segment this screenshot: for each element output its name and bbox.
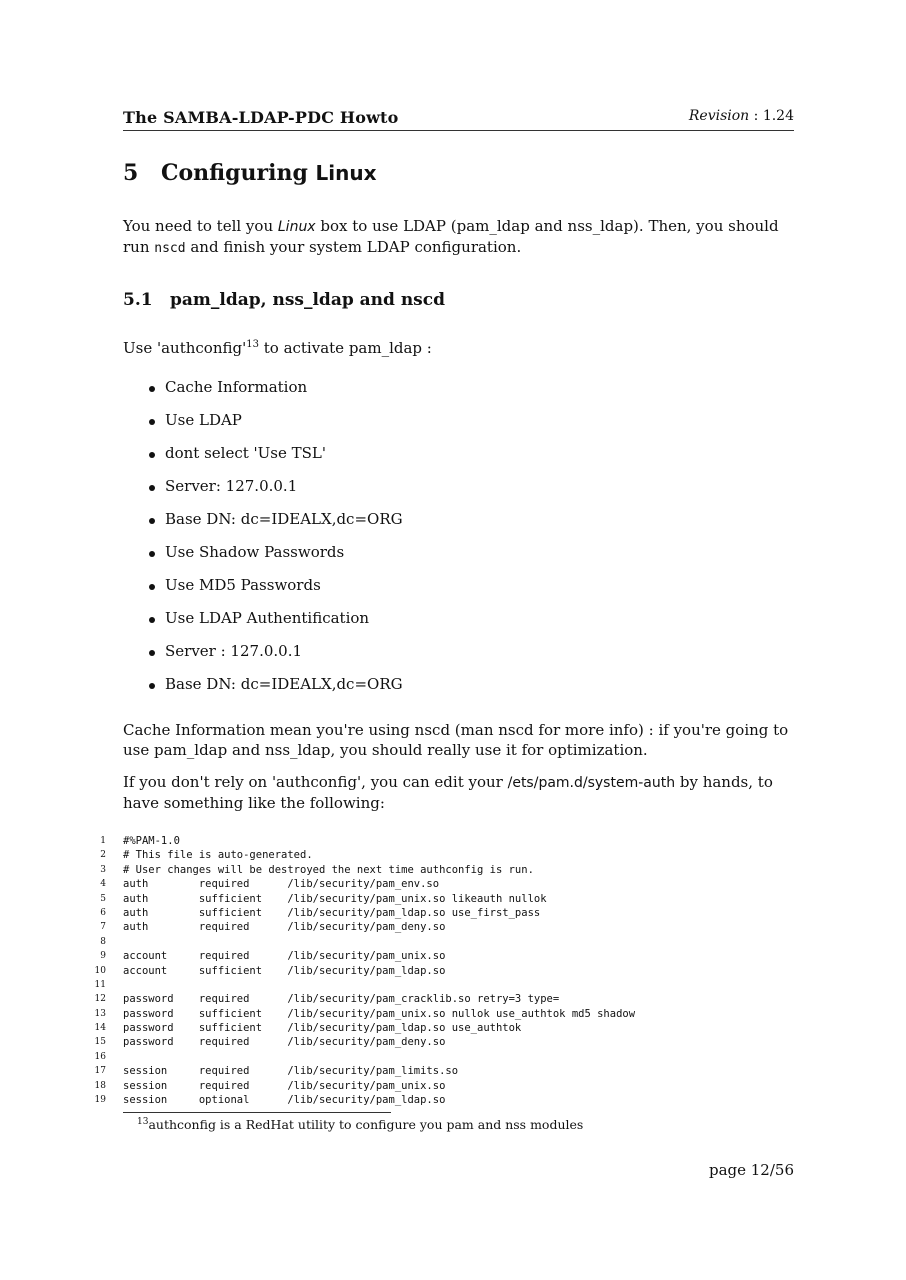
line-number: 14: [94, 1023, 106, 1034]
list-item: [147, 509, 403, 542]
bullet-icon: [149, 452, 155, 458]
line-number: 18: [94, 1080, 106, 1091]
code-text: #%PAM-1.0: [123, 835, 180, 847]
list-item-text: Server : 127.0.0.1: [165, 642, 302, 660]
revision-value: : 1.24: [753, 108, 794, 124]
revision-label: Revision: [688, 108, 750, 124]
text-run: to activate pam_ldap :: [258, 339, 432, 357]
code-text: session required /lib/security/pam_unix.so: [123, 1079, 446, 1092]
intro-paragraph: [123, 216, 794, 259]
bullet-icon: [149, 485, 155, 491]
line-number: 9: [100, 951, 106, 962]
running-header-title: The SAMBA-LDAP-PDC Howto: [123, 108, 399, 127]
code-text: auth required /lib/security/pam_env.so: [123, 878, 440, 891]
list-item: [147, 476, 403, 509]
line-number: 2: [100, 850, 106, 861]
section-title-linux: Linux: [315, 161, 377, 185]
list-item-text: Cache Information: [165, 378, 308, 396]
running-header-revision: [689, 108, 794, 124]
line-number: 8: [100, 936, 106, 947]
code-text: password sufficient /lib/security/pam_ldap.so use_authtok: [123, 1022, 522, 1035]
list-item: [147, 608, 403, 641]
line-number: 13: [94, 1008, 106, 1019]
text-run: and finish your system LDAP configuration.: [185, 238, 522, 256]
line-number: 3: [100, 864, 106, 875]
code-text: auth sufficient /lib/security/pam_ldap.so use_first_pass: [123, 906, 541, 919]
linux-term: Linux: [277, 219, 316, 235]
bullet-icon: [149, 518, 155, 524]
list-item-text: Base DN: dc=IDEALX,dc=ORG: [165, 675, 403, 693]
list-item-text: Use MD5 Passwords: [165, 576, 321, 594]
line-number: 7: [100, 922, 106, 933]
footnote-number: 13: [137, 1117, 149, 1127]
list-item-text: dont select 'Use TSL': [165, 444, 327, 462]
code-text: account sufficient /lib/security/pam_ldap.so: [123, 964, 446, 977]
line-number: 15: [94, 1037, 106, 1048]
bullet-icon: [149, 419, 155, 425]
subsection-heading-5-1: [123, 290, 445, 310]
text-run: box to use LDAP (pam_ldap and nss_ldap). Then, you should run: [123, 217, 779, 256]
section-heading-5: [123, 160, 377, 186]
code-text: # This file is auto-generated.: [123, 849, 313, 862]
list-item: [147, 641, 403, 674]
list-item: [147, 542, 403, 575]
nscd-paragraph: Cache Information mean you're using nscd (man nscd for more info) : if you're going to use pam_ldap and nss_ldap, you should really use it for optimization.: [123, 721, 789, 759]
code-text: password required /lib/security/pam_cracklib.so retry=3 type=: [123, 993, 560, 1006]
footnote: [137, 1117, 583, 1132]
text-run: If you don't rely on 'authconfig', you can edit your: [123, 773, 508, 791]
authconfig-options-list: [147, 377, 403, 707]
line-number: 12: [94, 994, 106, 1005]
text-run: by hands, to have something like the following:: [123, 773, 773, 812]
list-item: [147, 377, 403, 410]
line-number: 16: [94, 1051, 106, 1062]
line-number: 5: [100, 893, 106, 904]
list-item-text: Server: 127.0.0.1: [165, 477, 298, 495]
footnote-marker: 13: [246, 339, 259, 350]
bullet-icon: [149, 683, 155, 689]
subsection-title: pam_ldap, nss_ldap and nscd: [170, 290, 445, 310]
file-path: /ets/pam.d/system-auth: [507, 775, 676, 791]
subsection-number: 5.1: [123, 290, 153, 310]
footnote-text: authconfig is a RedHat utility to configure you pam and nss modules: [148, 1117, 584, 1133]
code-text: session required /lib/security/pam_limits.so: [123, 1065, 459, 1078]
section-number: 5: [123, 160, 139, 186]
code-text: account required /lib/security/pam_unix.so: [123, 950, 446, 963]
code-text: auth sufficient /lib/security/pam_unix.so likeauth nullok: [123, 892, 547, 905]
code-text: password sufficient /lib/security/pam_unix.so nullok use_authtok md5 shadow: [123, 1007, 636, 1020]
nscd-command: nscd: [154, 241, 186, 256]
system-auth-paragraph: [123, 772, 794, 813]
bullet-icon: [149, 584, 155, 590]
code-text: password required /lib/security/pam_deny.so: [123, 1036, 446, 1049]
line-number: 19: [94, 1095, 106, 1106]
bullet-icon: [149, 551, 155, 557]
line-number: 1: [100, 836, 106, 846]
bullet-icon: [149, 617, 155, 623]
line-number: 6: [100, 907, 106, 918]
page-number: page 12/56: [708, 1161, 794, 1179]
authconfig-paragraph: [123, 335, 794, 358]
text-run: You need to tell you: [123, 217, 278, 235]
list-item-text: Use LDAP Authentification: [165, 609, 370, 627]
bullet-icon: [149, 650, 155, 656]
line-number: 10: [94, 965, 106, 976]
footnote-rule: [123, 1112, 391, 1113]
list-item: [147, 575, 403, 608]
list-item-text: Base DN: dc=IDEALX,dc=ORG: [165, 510, 403, 528]
line-number: 4: [100, 879, 106, 890]
list-item: [147, 443, 403, 476]
list-item: [147, 410, 403, 443]
code-text: auth required /lib/security/pam_deny.so: [123, 921, 446, 934]
code-text: session optional /lib/security/pam_ldap.so: [123, 1094, 446, 1107]
bullet-icon: [149, 386, 155, 392]
text-run: Use 'authconfig': [123, 339, 247, 357]
list-item-text: Use Shadow Passwords: [165, 543, 345, 561]
section-title: Configuring: [161, 160, 316, 186]
list-item: [147, 674, 403, 707]
list-item-text: Use LDAP: [165, 411, 242, 429]
line-number: 11: [94, 979, 106, 990]
code-text: # User changes will be destroyed the next time authconfig is run.: [123, 863, 534, 876]
line-number: 17: [94, 1066, 106, 1077]
header-rule: [123, 130, 794, 131]
